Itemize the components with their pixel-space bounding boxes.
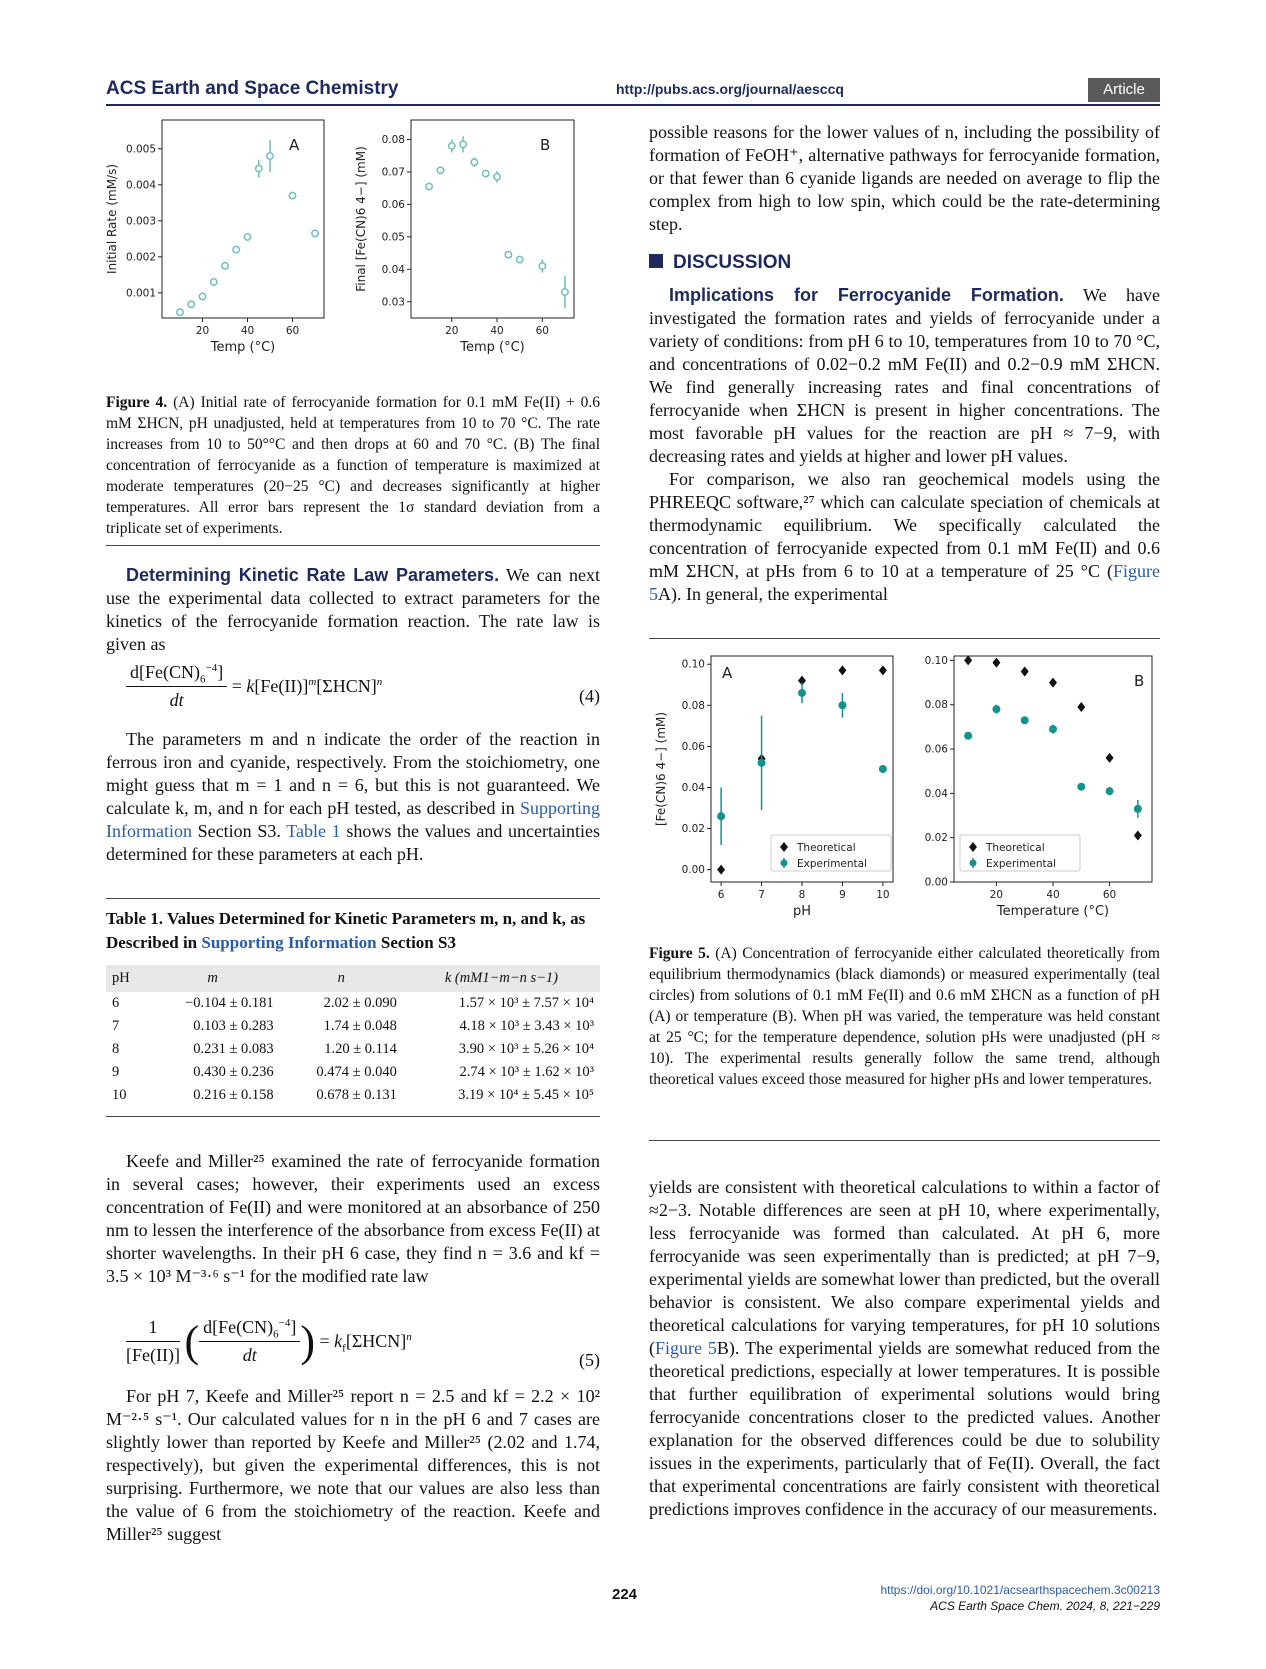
data-point: [199, 293, 205, 299]
table-1-link[interactable]: Table 1: [286, 821, 341, 841]
data-point: [483, 170, 489, 176]
figure-5-top-rule: [649, 638, 1160, 639]
page-header: [106, 78, 1160, 102]
plot-frame: [162, 120, 324, 318]
discussion-title: DISCUSSION: [673, 252, 792, 273]
y-tick-label: 0.00: [681, 864, 705, 877]
keefe-comparison-text: For pH 7, Keefe and Miller²⁵ report n = 2.5 and kf = 2.2 × 10² M⁻²·⁵ s⁻¹. Our calculated values for n in the pH 6 and 7 cases are slightly lower than reported by Keefe and Miller²⁵ (2.02 and 1.74, respectively), but given the experimental differences, this is not surprising. Furthermore, we note that our values are also less than the value of 6 from the stoichiometry of the reaction. Keefe and Miller²⁵ suggest: [106, 1386, 600, 1544]
table-cell: 9: [112, 1064, 120, 1080]
x-tick-label: 9: [839, 889, 846, 901]
data-point-circle: [1106, 787, 1114, 795]
data-point-circle: [717, 812, 725, 820]
figure-5-link-b[interactable]: Figure 5: [655, 1338, 717, 1358]
data-point-diamond: [1106, 753, 1114, 763]
x-tick-label: 40: [240, 325, 255, 337]
legend-marker-circle: [781, 860, 788, 867]
page-number: 224: [612, 1586, 638, 1603]
table-cell: 0.103 ± 0.283: [193, 1018, 274, 1034]
y-tick-label: 0.00: [924, 876, 948, 889]
figure-5-label: Figure 5.: [649, 945, 710, 962]
data-point-circle: [1134, 805, 1142, 813]
y-tick-label: 0.06: [681, 740, 705, 753]
data-point: [312, 230, 318, 236]
y-tick-label: 0.08: [681, 699, 705, 712]
y-tick-label: 0.08: [924, 699, 948, 712]
legend-marker-circle: [970, 860, 977, 867]
table-cell: 10: [112, 1087, 127, 1103]
phreeqc-text-a: For comparison, we also ran geochemical models using the PHREEQC software,²⁷ which can calculate speciation of chemicals at thermodynamic equilibrium. We specifically calculated the concentration of ferrocyanide expected from 0.1 mM Fe(II) and 0.6 mM ΣHCN, at pHs from 6 to 10 at a temperature of 25 °C (: [649, 469, 1160, 581]
x-tick-label: 20: [989, 889, 1004, 901]
data-point: [244, 234, 250, 240]
equation-4-number: (4): [579, 686, 600, 706]
reasons-text: possible reasons for the lower values of n, including the possibility of formation of FeOH⁺, alternative pathways for ferrocyanide formation, or that fewer than 6 cyanide ligands are needed on average to flip the complex from high to low spin, which could be the rate-determining step.: [649, 122, 1160, 234]
table-cell: 2.74 × 10³ ± 1.62 × 10³: [459, 1064, 594, 1080]
data-point: [460, 141, 466, 147]
yields-text-b: B). The experimental yields are somewhat reduced from the theoretical predictions, especially at lower temperatures. It is possible that further equilibration of experimental solutions would bring ferrocyanide concentrations closer to the predicted values. Another explanation for the observed differences could be due to solubility issues in the experiments, particularly that of Fe(II). Overall, the fact that experimental concentrations are fairly consistent with theoretical predictions improves confidence in the accuracy of our measurements.: [649, 1338, 1160, 1519]
table-cell: 3.90 × 10³ ± 5.26 × 10⁴: [458, 1041, 594, 1057]
data-point-circle: [964, 732, 972, 740]
panel-label: B: [540, 136, 551, 154]
x-tick-label: 60: [1102, 889, 1117, 901]
table-cell: 1.20 ± 0.114: [324, 1041, 397, 1057]
figure-5-text: (A) Concentration of ferrocyanide either calculated theoretically from equilibrium thermodynamics (black diamonds) or measured experimentally (teal circles) from solutions of 0.1 mM Fe(II) and 0.6 mM ΣHCN as a function of pH (A) or temperature (B). When pH was varied, the temperature was held constant at 25 °C; for the temperature dependence, solution pHs were unadjusted (pH ≈ 10). The experimental results generally follow the same trend, although theoretical values exceed those measured for higher pHs and lower temperatures.: [649, 945, 1160, 1088]
y-tick-label: 0.08: [381, 133, 405, 146]
x-tick-label: 40: [1046, 889, 1060, 901]
x-tick-label: 60: [285, 325, 300, 337]
data-point-circle: [992, 705, 1000, 713]
table-row: [106, 1061, 600, 1084]
data-point-circle: [1049, 725, 1057, 733]
x-tick-label: 7: [758, 889, 765, 901]
y-axis-label: Initial Rate (mM/s): [105, 163, 119, 275]
parameters-text-b: Section S3.: [197, 821, 281, 841]
parameters-text-a: The parameters m and n indicate the order of the reaction in ferrous iron and cyanide, respectively. From the stoichiometry, one might guess that m = 1 and n = 6, but this is not guaranteed. We calculate k, m, and n for each pH tested, as described in: [106, 729, 600, 818]
table-cell: 4.18 × 10³ ± 3.43 × 10³: [459, 1018, 594, 1034]
y-tick-label: 0.04: [381, 263, 405, 276]
panel-label: B: [1134, 672, 1145, 690]
y-tick-label: 0.03: [381, 296, 405, 309]
table-1-bottom-rule: [106, 1116, 600, 1117]
table-1: [106, 965, 600, 1107]
data-point: [222, 263, 228, 269]
table-cell: 0.231 ± 0.083: [193, 1041, 274, 1057]
figure-4-rule: [106, 545, 600, 546]
y-tick-label: 0.07: [381, 166, 405, 179]
data-point-diamond: [879, 665, 887, 675]
data-point-diamond: [1049, 678, 1057, 688]
y-tick-label: 0.005: [125, 143, 156, 156]
figure-5: [649, 648, 1160, 938]
keefe-comparison-paragraph: [106, 1385, 600, 1546]
section-square-icon: [649, 254, 663, 268]
table-row: [106, 1015, 600, 1038]
x-tick-label: 20: [195, 325, 210, 337]
y-tick-label: 0.06: [381, 198, 405, 211]
doi-link[interactable]: https://doi.org/10.1021/acsearthspacechem.3c00213: [880, 1583, 1160, 1597]
implications-heading: Implications for Ferrocyanide Formation.: [669, 285, 1064, 305]
journal-name: ACS Earth and Space Chemistry: [106, 78, 399, 99]
data-point-diamond: [1134, 830, 1142, 840]
data-point: [539, 263, 545, 269]
y-tick-label: 0.02: [924, 832, 948, 845]
x-axis-label: pH: [792, 904, 812, 919]
phreeqc-text-b: A). In general, the experimental: [658, 584, 888, 604]
legend-entry: Theoretical: [986, 842, 1045, 854]
table-header-cell: m: [146, 965, 280, 992]
table-header-cell: pH: [106, 965, 146, 992]
table-header-row: [106, 965, 600, 992]
panel-label: A: [289, 136, 300, 154]
data-point: [562, 289, 568, 295]
header-rule: [106, 104, 1160, 106]
data-point: [505, 252, 511, 258]
legend-entry: Experimental: [797, 858, 868, 870]
figure-4-text: (A) Initial rate of ferrocyanide formation for 0.1 mM Fe(II) + 0.6 mM ΣHCN, pH unadjusted, held at temperatures from 10 to 70 °C. The rate increases from 10 to 50°°C and then drops at 60 and 70 °C. (B) The final concentration of ferrocyanide as a function of temperature is maximized at moderate temperatures (20−25 °C) and decreases significantly at higher temperatures. All error bars represent the 1σ standard deviation from a triplicate set of experiments.: [106, 394, 601, 537]
data-point-circle: [1021, 716, 1029, 724]
table-header-cell: n: [280, 965, 403, 992]
table-1-top-rule: [106, 898, 600, 899]
y-tick-label: 0.04: [681, 781, 705, 794]
parameters-text-c: shows the values and uncertainties determined for these parameters at each pH.: [106, 821, 600, 864]
y-tick-label: 0.06: [924, 743, 948, 756]
x-tick-label: 8: [798, 889, 806, 901]
table-cell: 0.216 ± 0.158: [193, 1087, 274, 1103]
y-tick-label: 0.10: [681, 658, 705, 671]
figure-5a-chart: [649, 648, 904, 938]
table-1-title-suffix: Section S3: [380, 933, 456, 952]
data-point-circle: [798, 689, 806, 697]
data-point-diamond: [838, 665, 846, 675]
data-point-circle: [1077, 783, 1085, 791]
table-cell: 6: [112, 995, 120, 1011]
equation-4: $\frac{d[Fe(CN)_6^{-4}]}{dt}$ = $k[Fe(II)]^m[\Sigma HCN]^n$ (4): [126, 662, 600, 718]
keefe-paragraph: [106, 1150, 600, 1288]
data-point-diamond: [992, 658, 1000, 668]
table-cell: 0.430 ± 0.236: [193, 1064, 274, 1080]
journal-url[interactable]: http://pubs.acs.org/journal/aesccq: [616, 81, 844, 97]
x-tick-label: 40: [490, 325, 504, 337]
supporting-info-link[interactable]: Supporting Information: [106, 798, 601, 841]
table-header-cell: k (mM1−m−n s−1): [403, 965, 600, 992]
table-cell: −0.104 ± 0.181: [185, 995, 274, 1011]
table-cell: 2.02 ± 0.090: [323, 995, 397, 1011]
right-column-top: [649, 121, 1160, 236]
table-row: [106, 992, 600, 1015]
data-point: [177, 309, 183, 315]
y-axis-label: Final [Fe(CN)6 4−] (mM): [354, 146, 368, 292]
y-tick-label: 0.004: [125, 179, 156, 192]
data-point: [516, 256, 522, 262]
data-point-circle: [838, 701, 846, 709]
data-point: [267, 153, 273, 159]
figure-4-caption: [106, 392, 600, 539]
figure-4-label: Figure 4.: [106, 394, 168, 411]
implications-text: We have investigated the formation rates and yields of ferrocyanide under a variety of conditions: from pH 6 to 10, temperatures from 10 to 70 °C, and concentrations of 0.02−0.2 mM Fe(II) and 0.2−0.9 mM ΣHCN. We find generally increasing rates and final concentrations of ferrocyanide when ΣHCN is present in higher concentrations. The most favorable pH values for the reaction are pH ≈ 7−9, with decreasing rates and yields at higher and lower pH values.: [649, 285, 1160, 466]
x-tick-label: 10: [876, 889, 890, 901]
article-type-badge: Article: [1088, 78, 1160, 102]
table-1-title: [106, 907, 600, 955]
data-point-circle: [758, 759, 766, 767]
data-point-diamond: [717, 865, 725, 875]
data-point-diamond: [1077, 702, 1085, 712]
data-point: [233, 246, 239, 252]
x-axis-label: Temp (°C): [210, 340, 276, 355]
y-tick-label: 0.05: [381, 231, 405, 244]
data-point-diamond: [1021, 667, 1029, 677]
data-point: [494, 174, 500, 180]
table-cell: 0.474 ± 0.040: [316, 1064, 397, 1080]
discussion-body: [649, 284, 1160, 606]
table-row: [106, 1084, 600, 1107]
citation-text: ACS Earth Space Chem. 2024, 8, 221−229: [930, 1599, 1160, 1613]
figure-5-bottom-rule: [649, 1140, 1160, 1141]
figure-4: [106, 118, 606, 382]
figure-5-link-a[interactable]: Figure 5: [649, 561, 1160, 604]
right-column-bottom: [649, 1176, 1160, 1521]
footer-citation: [880, 1582, 1160, 1614]
table-cell: 0.678 ± 0.131: [316, 1087, 397, 1103]
data-point: [426, 183, 432, 189]
figure-5-caption: [649, 943, 1160, 1090]
legend-entry: Theoretical: [797, 842, 856, 854]
table-cell: 8: [112, 1041, 120, 1057]
table-cell: 1.74 ± 0.048: [323, 1018, 397, 1034]
table-cell: 1.57 × 10³ ± 7.57 × 10⁴: [458, 995, 594, 1011]
data-point: [289, 192, 295, 198]
x-axis-label: Temperature (°C): [996, 904, 1110, 919]
data-point: [211, 279, 217, 285]
figure-4b-chart: [356, 118, 606, 382]
y-tick-label: 0.04: [924, 787, 948, 800]
y-tick-label: 0.002: [125, 251, 156, 264]
kinetic-paragraph: We can next use the experimental data collected to extract parameters for the kinetics of the ferrocyanide formation reaction. The rate law is given as: [106, 565, 600, 654]
left-column-top: [106, 564, 600, 656]
y-tick-label: 0.02: [681, 823, 705, 836]
equation-5: $\frac{1}{[Fe(II)]}$ ( $\frac{d[Fe(CN)_6^{-4}]}{dt}$ ) = $k_f[\Sigma HCN]^n$ (5): [126, 1317, 600, 1370]
equation-5-number: (5): [579, 1350, 600, 1370]
data-point: [188, 301, 194, 307]
left-column-mid: [106, 728, 600, 866]
discussion-heading: [649, 252, 791, 274]
data-point: [449, 143, 455, 149]
x-tick-label: 6: [717, 889, 725, 901]
y-axis-label: [Fe(CN)6 4−] (mM): [654, 711, 668, 827]
y-tick-label: 0.003: [125, 215, 156, 228]
x-tick-label: 20: [445, 325, 459, 337]
table-1-title-link[interactable]: Supporting Information: [201, 933, 377, 952]
y-tick-label: 0.10: [924, 654, 948, 667]
data-point-circle: [879, 765, 887, 773]
x-tick-label: 60: [535, 325, 549, 337]
table-cell: 3.19 × 10⁴ ± 5.45 × 10⁵: [458, 1087, 594, 1103]
y-tick-label: 0.001: [125, 287, 156, 300]
x-axis-label: Temp (°C): [460, 340, 525, 355]
legend-entry: Experimental: [986, 858, 1057, 870]
figure-5b-chart: [904, 648, 1160, 938]
table-row: [106, 1038, 600, 1061]
panel-label: A: [722, 664, 733, 682]
yields-text-a: yields are consistent with theoretical calculations to within a factor of ≈2−3. Notable differences are seen at pH 10, where experimentally, less ferrocyanide was formed than calculated. At pH 6, more ferrocyanide was seen experimentally than is predicted; at pH 7−9, experimental yields are somewhat lower than predicted, but the overall behavior is consistent. We also compare experimental yields and theoretical calculations for varying temperatures, for pH 10 solutions (: [649, 1177, 1160, 1358]
data-point-diamond: [964, 655, 972, 665]
keefe-text: Keefe and Miller²⁵ examined the rate of ferrocyanide formation in several cases; however, their experiments used an excess concentration of Fe(II) and were monitored at an absorbance of 250 nm to lessen the interference of the absorbance from excess Fe(II) at shorter wavelengths. In their pH 6 case, they find n = 3.6 and kf = 3.5 × 10³ M⁻³·⁶ s⁻¹ for the modified rate law: [106, 1151, 600, 1286]
figure-4a-chart: [106, 118, 356, 382]
table-cell: 7: [112, 1018, 120, 1034]
table-1-title-text: Table 1. Values Determined for Kinetic Parameters m, n, and k, as Described in: [106, 909, 586, 952]
data-point: [256, 165, 262, 171]
kinetic-heading: Determining Kinetic Rate Law Parameters.: [126, 565, 500, 585]
data-point: [437, 167, 443, 173]
data-point: [471, 159, 477, 165]
